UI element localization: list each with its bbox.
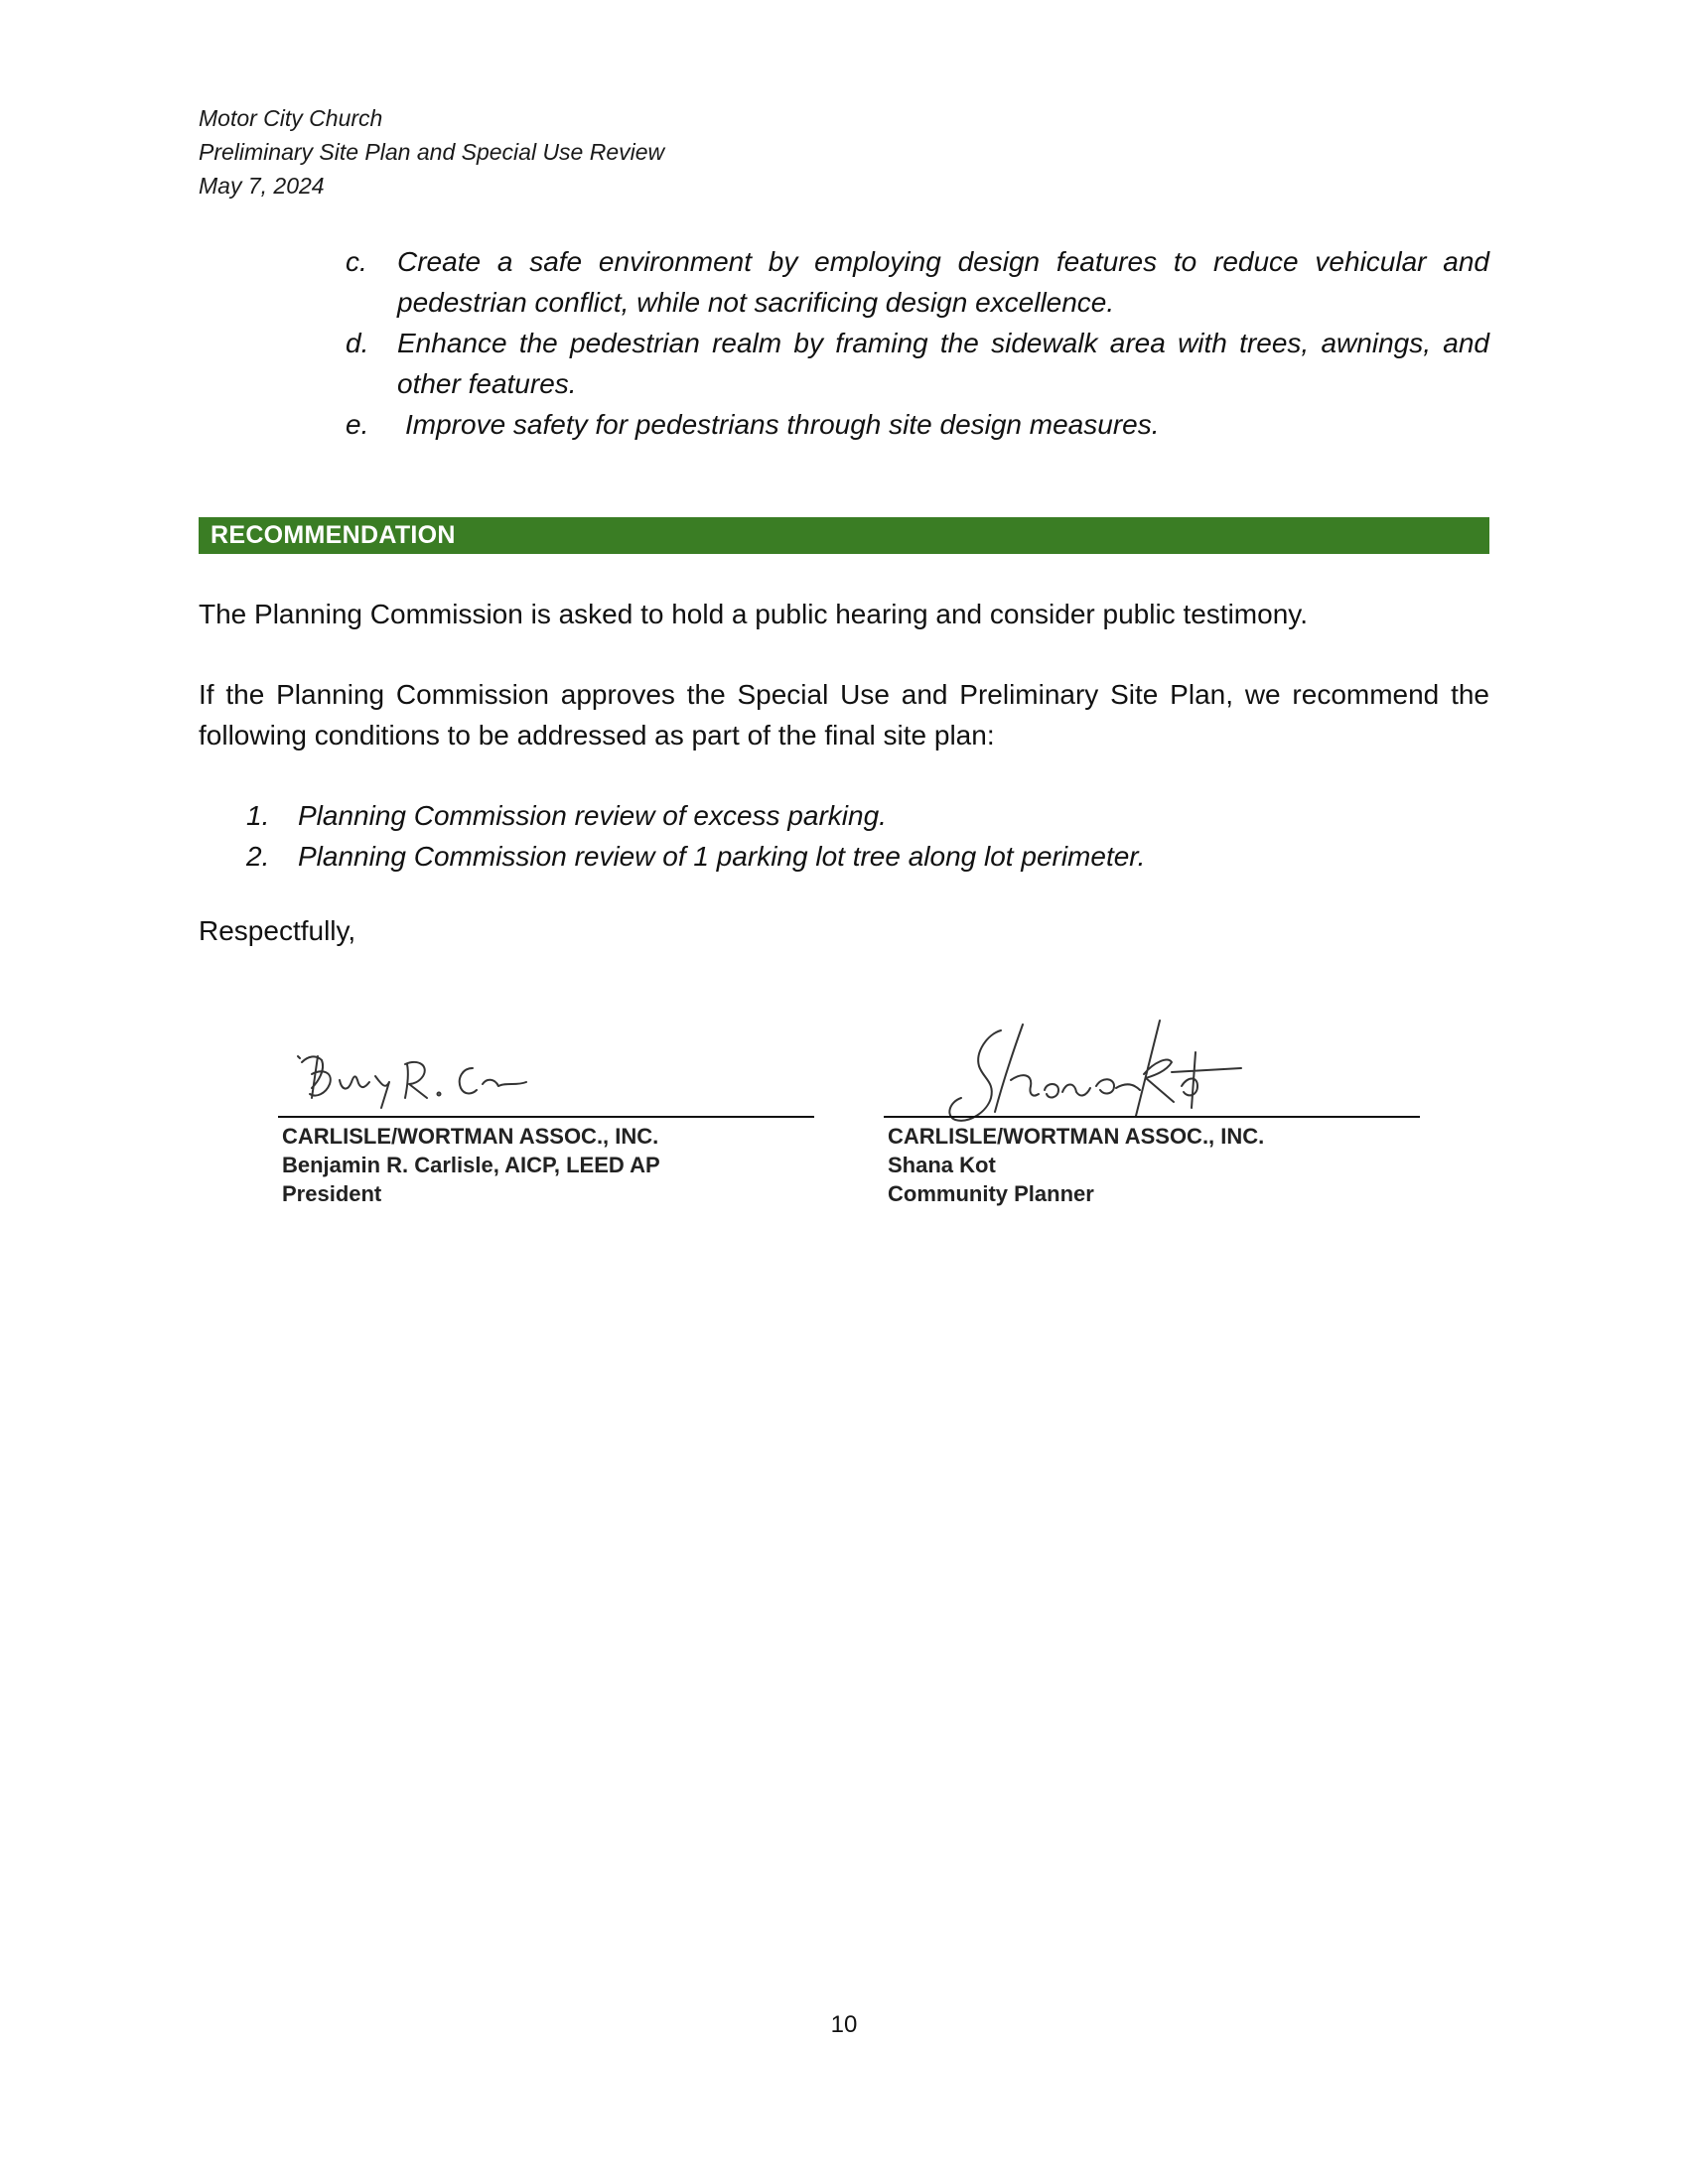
signature-block-kot <box>884 1013 1440 1231</box>
list-item <box>346 323 1489 404</box>
signatory-title: Community Planner <box>888 1181 1094 1206</box>
list-item <box>346 241 1489 323</box>
header-project-name: Motor City Church <box>199 105 383 131</box>
recommendation-heading: RECOMMENDATION <box>211 521 456 549</box>
signature-block-carlisle <box>278 1013 834 1231</box>
list-item-text: Create a safe environment by employing design features to reduce vehicular and pedestrian conflict, while not sacrificing design excellence. <box>397 246 1489 318</box>
list-item-text: Planning Commission review of 1 parking lot tree along lot perimeter. <box>298 841 1146 872</box>
handwritten-signature <box>278 1013 834 1122</box>
list-item-text: Enhance the pedestrian realm by framing the sidewalk area with trees, awnings, and other features. <box>397 328 1489 399</box>
list-item <box>346 404 1489 445</box>
recommendation-heading-bar <box>199 517 1489 554</box>
list-item-number: 1. <box>246 800 270 831</box>
hearing-paragraph: The Planning Commission is asked to hold a public hearing and consider public testimony. <box>199 599 1308 629</box>
signatory-firm: CARLISLE/WORTMAN ASSOC., INC. <box>888 1124 1265 1149</box>
document-header <box>199 101 664 203</box>
signatory-firm: CARLISLE/WORTMAN ASSOC., INC. <box>282 1124 659 1149</box>
signatory-info <box>888 1122 1264 1208</box>
conditions-intro-paragraph: If the Planning Commission approves the Special Use and Preliminary Site Plan, we recommend the following conditions to be addressed as part of the final site plan: <box>199 679 1489 751</box>
list-item-text: Improve safety for pedestrians through site design measures. <box>405 409 1160 440</box>
signatory-title: President <box>282 1181 382 1206</box>
signatory-name: Shana Kot <box>888 1153 996 1177</box>
list-item-number: 2. <box>246 841 270 872</box>
list-item-text: Planning Commission review of excess parking. <box>298 800 887 831</box>
signatory-info <box>282 1122 660 1208</box>
header-date: May 7, 2024 <box>199 173 325 199</box>
closing-salutation: Respectfully, <box>199 915 356 946</box>
signature-line <box>278 1116 814 1118</box>
list-item-letter: d. <box>346 328 369 358</box>
page-number: 10 <box>830 2011 858 2038</box>
header-report-title: Preliminary Site Plan and Special Use Review <box>199 139 665 165</box>
conditions-list <box>246 795 1487 877</box>
signatory-name: Benjamin R. Carlisle, AICP, LEED AP <box>282 1153 660 1177</box>
list-item-letter: e. <box>346 409 369 440</box>
design-goals-list <box>346 241 1489 445</box>
signature-line <box>884 1116 1420 1118</box>
list-item <box>246 795 1487 836</box>
list-item <box>246 836 1487 877</box>
list-item-letter: c. <box>346 246 367 277</box>
